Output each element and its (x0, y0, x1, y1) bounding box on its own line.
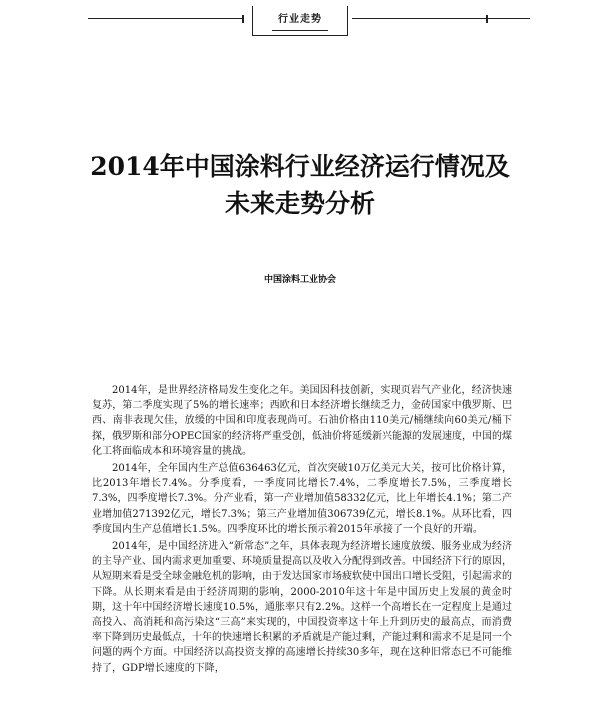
article-author: 中国涂料工业协会 (263, 275, 336, 285)
header-rule-right (352, 18, 530, 19)
body-paragraph-1: 2014年，是世界经济格局发生变化之年。美国因科技创新，实现页岩气产业化，经济快速复苏，第二季度实现了5%的增长速率；西欧和日本经济增长继续乏力，金砖国家中俄罗斯、巴西、南非表现欠佳，放缓的中国和印度表现尚可。石油价格由110美元/桶继续向60美元/桶下探，俄罗斯和部分OPEC国家的经济将严重受创，低油价将延缓新兴能源的发展速度，中国的煤化工将面临成本和环境容量的挑战。 (92, 385, 512, 457)
header-label-underline (272, 30, 328, 31)
header-section-label: 行业走势 (278, 14, 322, 25)
header-rule-left (88, 18, 244, 19)
header-tick-left (242, 15, 244, 23)
body-paragraph-3: 2014年，是中国经济进入“新常态”之年，具体表现为经济增长速度放缓、服务业成为经济的主导产业、国内需求更加重要、环境质量提高以及收入分配得到改善。中国经济下行的原因，从短期来看是受全球金融危机的影响，由于发达国家市场疲软使中国出口增长受阻，引起需求的下降。从长期来看是由于经济周期的影响，2000-2010年这十年是中国历史上发展的黄金时期，这十年中国经济增长速度10.5%，通胀率只有2.2%。这样一个高增长在一定程度上是通过高投入、高消耗和高污染这“三高”来实现的，中国投资率这十年上升到历史的最高点，而消费率下降到历史最低点，十年的快速增长积累的矛盾就是产能过剩，产能过剩和需求不足是同一个问题的两个方面。中国经济以高投资支撑的高速增长持续30多年，现在这种旧常态已不可能维持了，GDP增长速度的下降， (92, 541, 512, 674)
article-title-line2: 未来走势分析 (224, 189, 375, 218)
article-title (40, 148, 560, 222)
article-body (92, 383, 512, 678)
body-paragraph-2: 2014年，全年国内生产总值636463亿元，首次突破10万亿美元大关，按可比价格计算，比2013年增长7.4%。分季度看，一季度同比增长7.4%，二季度增长7.5%，三季度增长7.3%，四季度增长7.3%。分产业看，第一产业增加值58332亿元，比上年增长4.1%；第二产业增加值271392亿元，增长7.3%；第三产业增加值306739亿元，增长8.1%。从环比看，四季度国内生产总值增长1.5%。四季度环比的增长预示着2015年承接了一个良好的开端。 (92, 463, 512, 535)
article-title-line1: 2014年中国涂料行业经济运行情况及 (90, 152, 510, 181)
header-tick-right (486, 15, 488, 23)
